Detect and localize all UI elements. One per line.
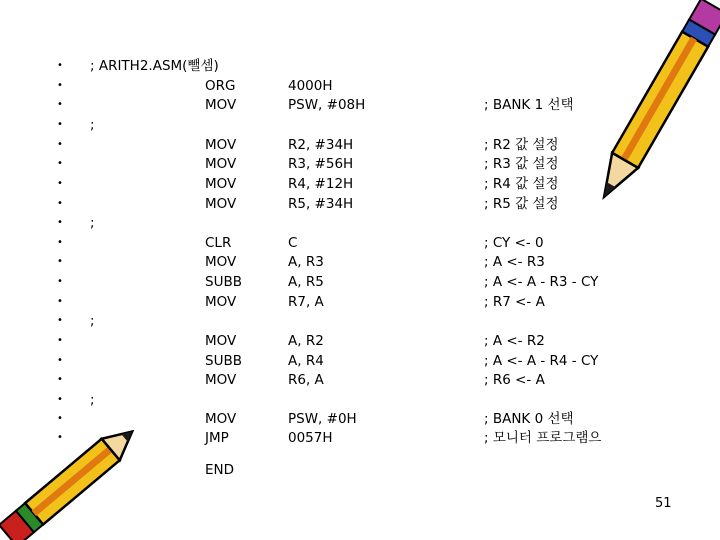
code-line <box>0 76 720 96</box>
code-line <box>0 292 720 312</box>
code-label: ; ARITH2.ASM(뺄셈) <box>90 58 219 74</box>
bullet: • <box>57 432 63 443</box>
bullet: • <box>57 139 63 150</box>
code-comment: ; A <- A - R3 - CY <box>484 274 599 290</box>
code-operand: R7, A <box>288 294 324 310</box>
code-label: ; <box>90 215 95 231</box>
code-line <box>0 233 720 253</box>
code-comment: ; R7 <- A <box>484 294 545 310</box>
code-opcode: MOV <box>205 254 237 270</box>
code-operand: PSW, #08H <box>288 97 366 113</box>
code-line <box>0 95 720 115</box>
code-line <box>0 460 720 480</box>
code-line <box>0 56 720 76</box>
code-comment: ; R3 값 설정 <box>484 156 559 172</box>
code-line <box>0 428 720 448</box>
code-comment: ; R6 <- A <box>484 372 545 388</box>
code-operand: C <box>288 235 298 251</box>
bullet: • <box>57 335 63 346</box>
code-operand: R3, #56H <box>288 156 354 172</box>
code-line <box>0 154 720 174</box>
code-line <box>0 390 720 410</box>
code-opcode: SUBB <box>205 274 242 290</box>
code-operand: PSW, #0H <box>288 411 357 427</box>
code-comment: ; A <- A - R4 - CY <box>484 353 599 369</box>
bullet: • <box>57 237 63 248</box>
code-opcode: MOV <box>205 196 237 212</box>
bullet: • <box>57 119 63 130</box>
code-comment: ; R4 값 설정 <box>484 176 559 192</box>
code-comment: ; 모니터 프로그램으 <box>484 430 602 446</box>
code-operand: R2, #34H <box>288 137 354 153</box>
bullet: • <box>57 217 63 228</box>
code-opcode: MOV <box>205 333 237 349</box>
code-label: ; <box>90 313 95 329</box>
bullet: • <box>57 99 63 110</box>
code-line <box>0 409 720 429</box>
code-comment: ; BANK 0 선택 <box>484 411 574 427</box>
code-comment: ; CY <- 0 <box>484 235 544 251</box>
code-line <box>0 194 720 214</box>
code-operand: R6, A <box>288 372 324 388</box>
code-line <box>0 135 720 155</box>
bullet: • <box>57 178 63 189</box>
code-opcode: MOV <box>205 137 237 153</box>
code-line <box>0 351 720 371</box>
code-comment: ; A <- R2 <box>484 333 545 349</box>
code-line <box>0 115 720 135</box>
code-opcode: MOV <box>205 372 237 388</box>
code-line <box>0 331 720 351</box>
code-opcode: MOV <box>205 97 237 113</box>
code-operand: 0057H <box>288 430 333 446</box>
code-line <box>0 213 720 233</box>
code-line <box>0 174 720 194</box>
bullet: • <box>57 158 63 169</box>
code-line <box>0 272 720 292</box>
code-label: ; <box>90 392 95 408</box>
page-number: 51 <box>655 496 672 511</box>
code-opcode: MOV <box>205 156 237 172</box>
bullet: • <box>57 198 63 209</box>
code-label: ; <box>90 117 95 133</box>
code-operand: R4, #12H <box>288 176 354 192</box>
bullet: • <box>57 276 63 287</box>
code-operand: A, R2 <box>288 333 324 349</box>
code-line <box>0 311 720 331</box>
code-comment: ; R5 값 설정 <box>484 196 559 212</box>
code-comment: ; BANK 1 선택 <box>484 97 574 113</box>
bullet: • <box>57 413 63 424</box>
code-opcode: END <box>205 462 235 478</box>
code-opcode: MOV <box>205 176 237 192</box>
code-operand: A, R3 <box>288 254 324 270</box>
code-line <box>0 370 720 390</box>
code-opcode: MOV <box>205 294 237 310</box>
code-opcode: MOV <box>205 411 237 427</box>
code-opcode: CLR <box>205 235 232 251</box>
bullet: • <box>57 256 63 267</box>
bullet: • <box>57 60 63 71</box>
code-opcode: ORG <box>205 78 236 94</box>
code-operand: R5, #34H <box>288 196 354 212</box>
code-opcode: SUBB <box>205 353 242 369</box>
bullet: • <box>57 80 63 91</box>
bullet: • <box>57 315 63 326</box>
code-opcode: JMP <box>205 430 229 446</box>
code-comment: ; R2 값 설정 <box>484 137 559 153</box>
bullet: • <box>57 394 63 405</box>
code-comment: ; A <- R3 <box>484 254 545 270</box>
bullet: • <box>57 355 63 366</box>
code-operand: 4000H <box>288 78 333 94</box>
code-operand: A, R4 <box>288 353 324 369</box>
bullet: • <box>57 374 63 385</box>
code-operand: A, R5 <box>288 274 324 290</box>
bullet: • <box>57 296 63 307</box>
code-line <box>0 252 720 272</box>
